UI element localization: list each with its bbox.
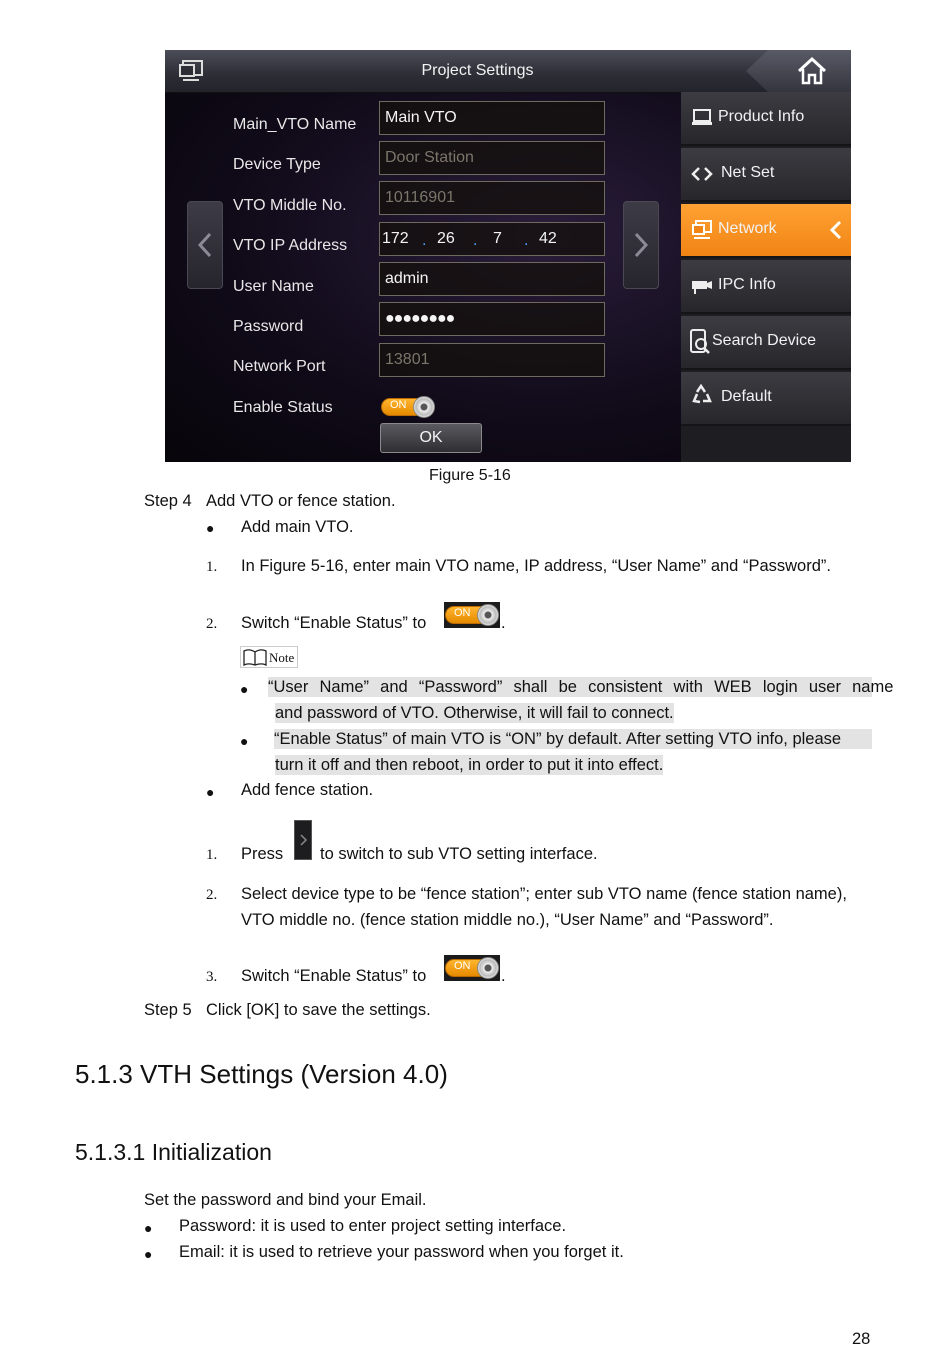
ip-octet-3: 7 <box>493 230 502 247</box>
period: . <box>501 967 506 985</box>
home-icon <box>796 56 828 86</box>
search-device-icon <box>689 329 711 355</box>
toggle-on-text: ON <box>454 607 471 619</box>
bullet-dot: ● <box>206 784 215 800</box>
ip-dot: . <box>422 232 427 249</box>
init-intro: Set the password and bind your Email. <box>144 1191 427 1209</box>
ip-dot: . <box>473 232 478 249</box>
list-number: 1. <box>206 559 218 575</box>
ok-button[interactable]: OK <box>380 423 482 453</box>
note-1-line-1: “User Name” and “Password” shall be consistent with WEB login user name <box>268 678 894 696</box>
bullet-dot: ● <box>206 520 215 536</box>
bullet-dot: ● <box>144 1220 153 1236</box>
network-port-label: Network Port <box>233 358 326 375</box>
note-2-line-1: “Enable Status” of main VTO is “ON” by default. After setting VTO info, please <box>274 729 872 749</box>
note-2-line-2: turn it off and then reboot, in order to put it into effect. <box>275 756 664 774</box>
menu-item-label: Default <box>721 388 772 405</box>
password-label: Password <box>233 318 304 335</box>
ip-dot: . <box>524 232 529 249</box>
next-button-image <box>294 820 312 860</box>
init-bullet-2: Email: it is used to retrieve your password when you forget it. <box>179 1243 624 1261</box>
menu-item-label: Network <box>718 220 777 237</box>
toggle-knob <box>413 396 435 418</box>
step-5-label: Step 5 <box>144 1001 192 1019</box>
menu-item-ipc-info[interactable] <box>681 260 851 314</box>
toggle-on-text: ON <box>454 960 471 972</box>
bullet-dot: ● <box>240 733 249 749</box>
fence-bullet: Add fence station. <box>241 781 374 799</box>
vto-ip-address-label: VTO IP Address <box>233 237 348 254</box>
next-page-button[interactable] <box>623 201 659 289</box>
ip-octet-4: 42 <box>539 230 557 247</box>
book-icon <box>243 649 267 666</box>
recycle-icon <box>691 384 713 406</box>
vto-ip-address-field[interactable] <box>379 222 605 256</box>
main-vto-bullet: Add main VTO. <box>241 518 354 536</box>
figure-caption: Figure 5-16 <box>429 467 511 484</box>
main-vto-name-label: Main_VTO Name <box>233 116 357 133</box>
ip-octet-1: 172 <box>382 230 409 247</box>
section-heading: 5.1.3 VTH Settings (Version 4.0) <box>75 1059 448 1089</box>
note-box <box>240 646 298 668</box>
fence-step-2-line-1: Select device type to be “fence station”; enter sub VTO name (fence station name), <box>241 885 847 903</box>
password-field[interactable]: ●●●●●●●● <box>379 302 605 336</box>
project-settings-screenshot <box>165 50 851 462</box>
toggle-on-text: ON <box>390 399 407 411</box>
user-name-field[interactable]: admin <box>379 262 605 296</box>
on-toggle-icon <box>445 957 501 979</box>
step-4-label: Step 4 <box>144 492 192 510</box>
prev-page-button[interactable] <box>187 201 223 289</box>
note-label: Note <box>269 650 295 665</box>
camera-icon <box>691 275 713 297</box>
main-vto-name-field[interactable]: Main VTO <box>379 101 605 135</box>
code-arrows-icon <box>691 163 713 185</box>
menu-item-label: Product Info <box>718 108 805 125</box>
vto-middle-no-field[interactable]: 10116901 <box>379 181 605 215</box>
ip-octet-2: 26 <box>437 230 455 247</box>
fence-step-3: Switch “Enable Status” to <box>241 967 427 985</box>
network-port-field[interactable]: 13801 <box>379 343 605 377</box>
menu-item-network[interactable] <box>681 204 851 258</box>
chevron-left-icon <box>829 220 843 240</box>
chevron-right-icon <box>633 232 649 258</box>
toggle-knob <box>477 957 499 979</box>
user-name-label: User Name <box>233 278 314 295</box>
chevron-left-icon <box>197 232 213 258</box>
menu-item-label: IPC Info <box>718 276 776 293</box>
enable-toggle-image <box>444 955 500 981</box>
fence-step-2-line-2: VTO middle no. (fence station middle no.), “User Name” and “Password”. <box>241 911 774 929</box>
list-number: 2. <box>206 616 218 632</box>
toggle-knob <box>477 604 499 626</box>
init-bullet-1: Password: it is used to enter project setting interface. <box>179 1217 567 1235</box>
fence-step-1-pre: Press <box>241 845 284 863</box>
page-number: 28 <box>852 1330 871 1348</box>
list-number: 1. <box>206 847 218 863</box>
chevron-right-icon <box>299 833 308 847</box>
enable-status-toggle[interactable] <box>381 396 437 418</box>
on-toggle-icon <box>445 604 501 626</box>
vto-middle-no-label: VTO Middle No. <box>233 197 347 214</box>
device-type-field[interactable]: Door Station <box>379 141 605 175</box>
enable-status-label: Enable Status <box>233 399 333 416</box>
main-vto-step-1: In Figure 5-16, enter main VTO name, IP address, “User Name” and “Password”. <box>241 557 831 575</box>
note-1-line-2: and password of VTO. Otherwise, it will fail to connect. <box>275 704 674 722</box>
menu-item-net-set[interactable] <box>681 148 851 202</box>
network-monitor-icon <box>691 219 713 241</box>
menu-item-product-info[interactable] <box>681 92 851 146</box>
bullet-dot: ● <box>240 681 249 697</box>
step-4-text: Add VTO or fence station. <box>206 492 396 510</box>
laptop-icon <box>691 107 713 129</box>
screen-title: Project Settings <box>421 62 534 79</box>
bullet-dot: ● <box>144 1246 153 1262</box>
menu-item-label: Search Device <box>712 332 817 349</box>
step-5-text: Click [OK] to save the settings. <box>206 1001 431 1019</box>
menu-item-label: Net Set <box>721 164 775 181</box>
period: . <box>501 614 506 632</box>
device-type-label: Device Type <box>233 156 321 173</box>
home-button[interactable] <box>746 50 851 92</box>
list-number: 3. <box>206 969 218 985</box>
menu-item-search-device[interactable] <box>681 316 851 370</box>
main-vto-step-2: Switch “Enable Status” to <box>241 614 427 632</box>
enable-toggle-image <box>444 602 500 628</box>
fence-step-1-post: to switch to sub VTO setting interface. <box>320 845 598 863</box>
list-number: 2. <box>206 887 218 903</box>
settings-menu <box>681 92 851 462</box>
menu-item-default[interactable] <box>681 372 851 426</box>
subsection-heading: 5.1.3.1 Initialization <box>75 1139 272 1165</box>
title-bar <box>165 50 851 93</box>
